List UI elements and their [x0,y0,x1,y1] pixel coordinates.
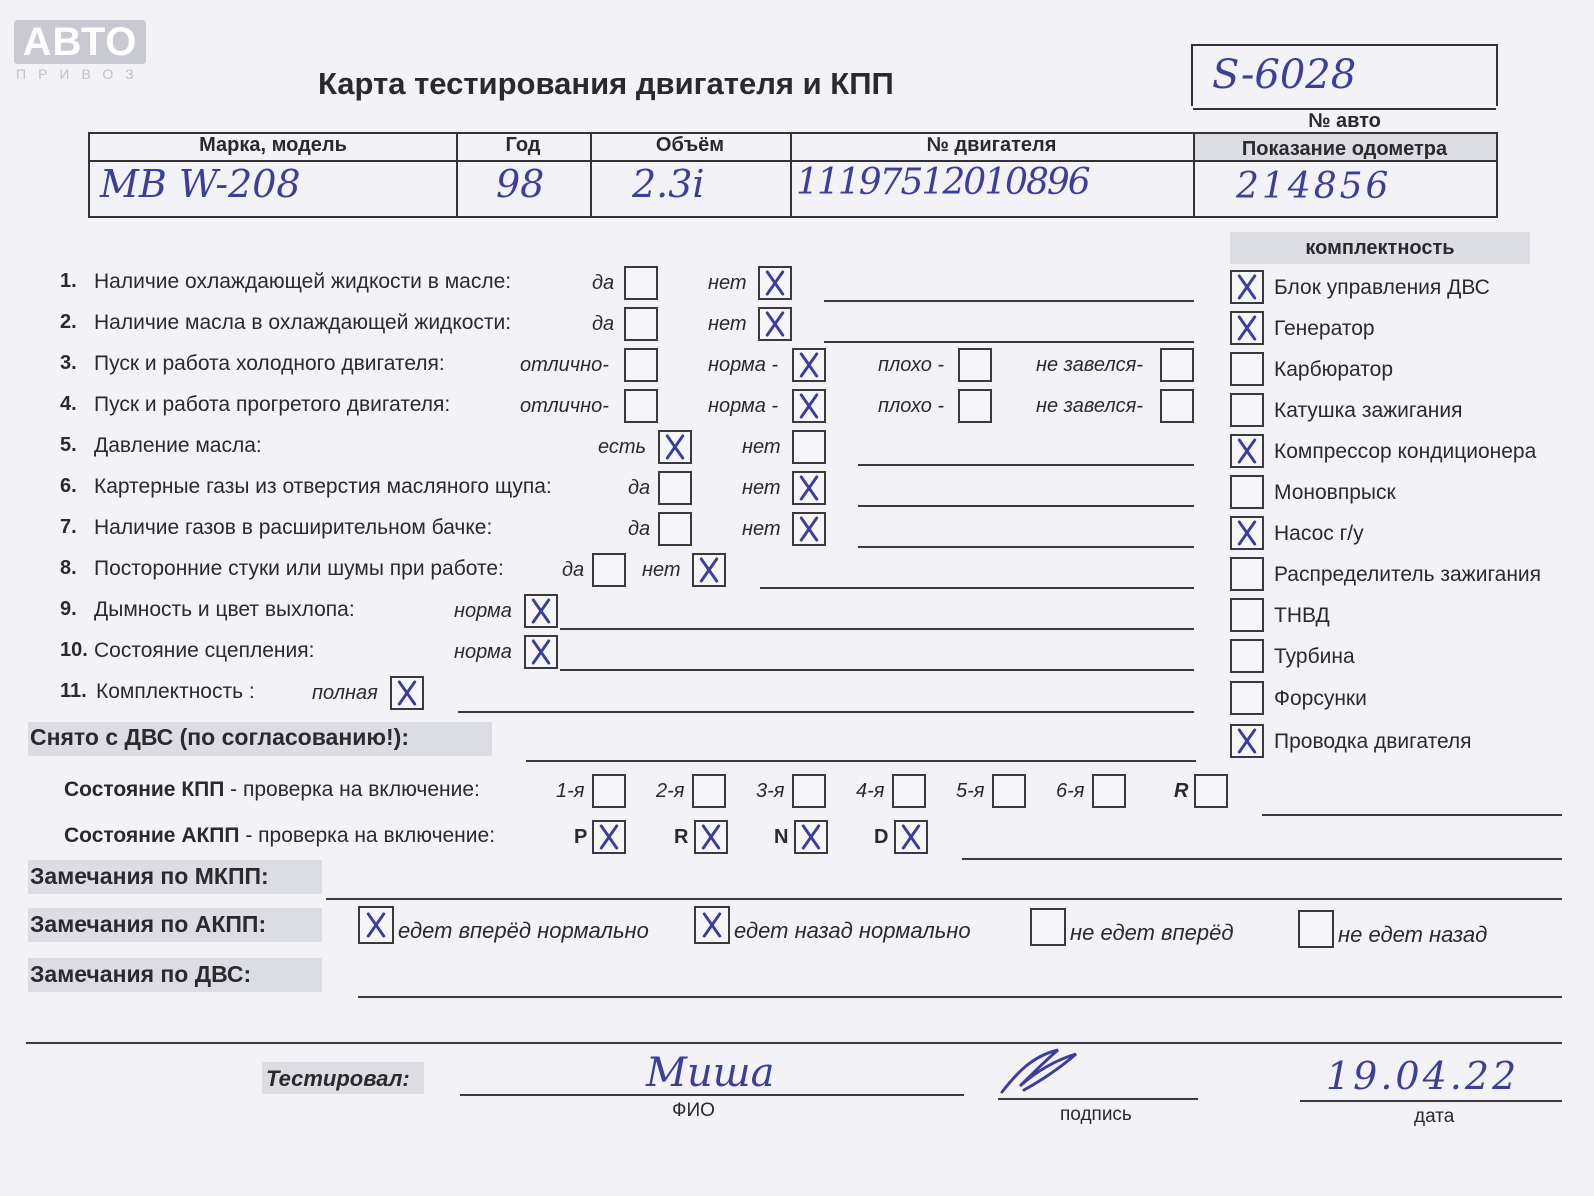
check-label: Состояние сцепления: [94,639,315,662]
option-label: нет [642,559,681,581]
option-label: норма [454,641,512,663]
checkbox-kit-ecu[interactable] [1230,270,1264,304]
check-label: Дымность и цвет выхлопа: [94,598,355,621]
option-label: плохо - [878,395,945,417]
option-label: отлично- [520,395,609,417]
check-label: Наличие газов в расширительном бачке: [94,516,493,539]
option-label: нет [708,313,747,335]
remarks-akpp-label: Замечания по АКПП: [30,911,267,937]
check-number: 4. [60,393,77,415]
remarks-extra-line [26,1042,1562,1044]
notes-line [760,587,1194,589]
checkbox-akpp-reverse[interactable] [694,820,728,854]
check-label: Пуск и работа холодного двигателя: [94,352,445,375]
notes-line [858,546,1194,548]
check-number: 9. [60,598,77,620]
checkbox-warm-start-excellent[interactable] [624,389,658,423]
checkbox-akpp-no-forward[interactable] [1030,908,1066,946]
engine-number-value: 11197512010896 [796,162,1089,203]
akpp-mode-label: P [574,826,588,848]
option-label: полная [312,682,378,704]
checkbox-kit-carburetor[interactable] [1230,352,1264,386]
akpp-mode-label: D [874,826,889,848]
check-label: Комплектность : [96,680,255,703]
checkbox-cold-start-bad[interactable] [958,348,992,382]
option-label: норма - [708,354,779,376]
signature-line [998,1098,1198,1100]
page-title: Карта тестирования двигателя и КПП [318,66,894,101]
volume-label: Объём [655,134,725,156]
option-label: да [628,518,651,540]
notes-line [458,711,1194,713]
checkbox-cold-start-normal[interactable] [792,348,826,382]
checkbox-oil-in-coolant-no[interactable] [758,307,792,341]
option-label: нет [742,436,781,458]
gear-label: R [1174,780,1189,802]
notes-line [560,628,1194,630]
checkbox-akpp-drive[interactable] [894,820,928,854]
check-label: Картерные газы из отверстия масляного щупа: [94,475,552,498]
year-label: Год [505,134,541,156]
removed-line [526,760,1196,762]
checkbox-crankcase-gases-yes[interactable] [658,471,692,505]
checkbox-coolant-in-oil-yes[interactable] [624,266,658,300]
check-number: 1. [60,270,77,292]
checkbox-gear-2[interactable] [692,774,726,808]
auto-number-label: № авто [1308,110,1381,132]
checkbox-kit-turbine[interactable] [1230,639,1264,673]
odometer-value: 214856 [1236,166,1392,207]
checkbox-knocks-yes[interactable] [592,553,626,587]
kit-title: комплектность [1230,232,1530,264]
checkbox-oil-pressure-present[interactable] [658,430,692,464]
check-number: 11. [60,680,87,702]
checkbox-warm-start-failed[interactable] [1160,389,1194,423]
checkbox-oil-pressure-absent[interactable] [792,430,826,464]
checkbox-crankcase-gases-no[interactable] [792,471,826,505]
gear-label: 6-я [1056,780,1085,802]
volume-value: 2.3i [632,162,705,206]
check-number: 7. [60,516,77,538]
check-number: 8. [60,557,77,579]
tested-label: Тестировал: [266,1066,410,1091]
checkbox-oil-in-coolant-yes[interactable] [624,307,658,341]
checkbox-warm-start-bad[interactable] [958,389,992,423]
akpp-remark-label: не едет вперёд [1070,920,1234,945]
kpp-line [1262,814,1562,816]
gear-label: 2-я [656,780,685,802]
date-value: 19.04.22 [1326,1054,1520,1098]
checkbox-clutch-normal[interactable] [524,635,558,669]
check-label: Пуск и работа прогретого двигателя: [94,393,451,416]
option-label: норма - [708,395,779,417]
kit-label: Проводка двигателя [1274,730,1472,753]
gear-label: 3-я [756,780,785,802]
kit-label: Карбюратор [1274,358,1394,381]
checkbox-expansion-tank-gases-no[interactable] [792,512,826,546]
option-label: да [628,477,651,499]
remarks-mkpp-line [326,898,1562,900]
option-label: нет [742,518,781,540]
checkbox-gear-1[interactable] [592,774,626,808]
kit-label: Генератор [1274,317,1375,340]
akpp-mode-label: N [774,826,789,848]
option-label: есть [598,436,647,458]
gear-label: 5-я [956,780,985,802]
checkbox-akpp-no-backward[interactable] [1298,910,1334,948]
option-label: да [562,559,585,581]
checkbox-warm-start-normal[interactable] [792,389,826,423]
option-label: нет [708,272,747,294]
checkbox-cold-start-failed[interactable] [1160,348,1194,382]
logo-subtitle: ПРИВОЗ [16,66,146,82]
check-label: Наличие масла в охлаждающей жидкости: [94,311,512,334]
brand-value: MB W-208 [100,162,301,206]
checkbox-coolant-in-oil-no[interactable] [758,266,792,300]
fio-value: Миша [646,1050,775,1096]
kpp-title: Состояние КПП - проверка на включение: [64,778,480,801]
akpp-remark-label: не едет назад [1338,922,1488,947]
signature-label: подпись [1060,1104,1132,1125]
check-number: 5. [60,434,77,456]
check-number: 6. [60,475,77,497]
checkbox-completeness-full[interactable] [390,676,424,710]
year-value: 98 [496,162,545,206]
checkbox-akpp-neutral[interactable] [794,820,828,854]
akpp-title: Состояние АКПП - проверка на включение: [64,824,496,847]
checkbox-kit-ignition-coil[interactable] [1230,393,1264,427]
checkbox-akpp-backward-ok[interactable] [694,906,730,944]
removed-label: Снято с ДВС (по согласованию!): [30,724,409,750]
akpp-remark-label: едет вперёд нормально [398,918,649,943]
kit-label: ТНВД [1274,604,1330,627]
checkbox-akpp-park[interactable] [592,820,626,854]
checkbox-gear-5[interactable] [992,774,1026,808]
checkbox-kit-generator[interactable] [1230,311,1264,345]
notes-line [560,669,1194,671]
date-line [1300,1100,1562,1102]
kit-label: Насос г/у [1274,522,1364,545]
notes-line [824,341,1194,343]
checkbox-cold-start-excellent[interactable] [624,348,658,382]
checkbox-gear-3[interactable] [792,774,826,808]
kit-label: Распределитель зажигания [1274,563,1542,586]
akpp-line [962,858,1562,860]
option-label: да [592,313,615,335]
checkbox-gear-4[interactable] [892,774,926,808]
signature-mark [998,1046,1080,1096]
akpp-mode-label: R [674,826,689,848]
checkbox-kit-distributor[interactable] [1230,557,1264,591]
checkbox-kit-ac-compressor[interactable] [1230,434,1264,468]
kit-label: Катушка зажигания [1274,399,1463,422]
option-label: норма [454,600,512,622]
kit-label: Форсунки [1274,687,1367,710]
option-label: да [592,272,615,294]
option-label: плохо - [878,354,945,376]
option-label: отлично- [520,354,609,376]
check-label: Давление масла: [94,434,262,457]
checkbox-kit-injection-pump[interactable] [1230,598,1264,632]
remarks-mkpp-label: Замечания по МКПП: [30,863,269,889]
checkbox-kit-power-steering-pump[interactable] [1230,516,1264,550]
auto-number-value: S-6028 [1212,52,1357,98]
logo: АВТО [14,20,146,64]
kit-label: Блок управления ДВС [1274,276,1490,299]
check-number: 2. [60,311,77,333]
gear-label: 1-я [556,780,585,802]
odometer-label: Показание одометра [1241,138,1448,160]
kit-label: Моновпрыск [1274,481,1396,504]
checkbox-exhaust-normal[interactable] [524,594,558,628]
checkbox-akpp-forward-ok[interactable] [358,906,394,944]
option-label: нет [742,477,781,499]
checkbox-gear-reverse[interactable] [1194,774,1228,808]
date-label: дата [1414,1106,1455,1127]
check-label: Посторонние стуки или шумы при работе: [94,557,504,580]
remarks-dvs-label: Замечания по ДВС: [30,961,252,987]
notes-line [824,300,1194,302]
checkbox-kit-mono-injection[interactable] [1230,475,1264,509]
check-number: 10. [60,639,88,661]
check-number: 3. [60,352,77,374]
gear-label: 4-я [856,780,885,802]
kit-label: Компрессор кондиционера [1274,440,1537,463]
checkbox-expansion-tank-gases-yes[interactable] [658,512,692,546]
remarks-dvs-line [358,996,1562,998]
notes-line [858,464,1194,466]
checkbox-kit-injectors[interactable] [1230,681,1264,715]
fio-label: ФИО [672,1100,715,1121]
akpp-remark-label: едет назад нормально [734,918,971,943]
check-label: Наличие охлаждающей жидкости в масле: [94,270,512,293]
fio-line [460,1094,964,1096]
notes-line [858,505,1194,507]
brand-label: Марка, модель [199,134,347,156]
option-label: не завелся- [1036,395,1143,417]
engine-number-label: № двигателя [926,134,1057,156]
checkbox-knocks-no[interactable] [692,553,726,587]
kit-label: Турбина [1274,645,1355,668]
option-label: не завелся- [1036,354,1143,376]
checkbox-kit-engine-wiring[interactable] [1230,724,1264,758]
checkbox-gear-6[interactable] [1092,774,1126,808]
